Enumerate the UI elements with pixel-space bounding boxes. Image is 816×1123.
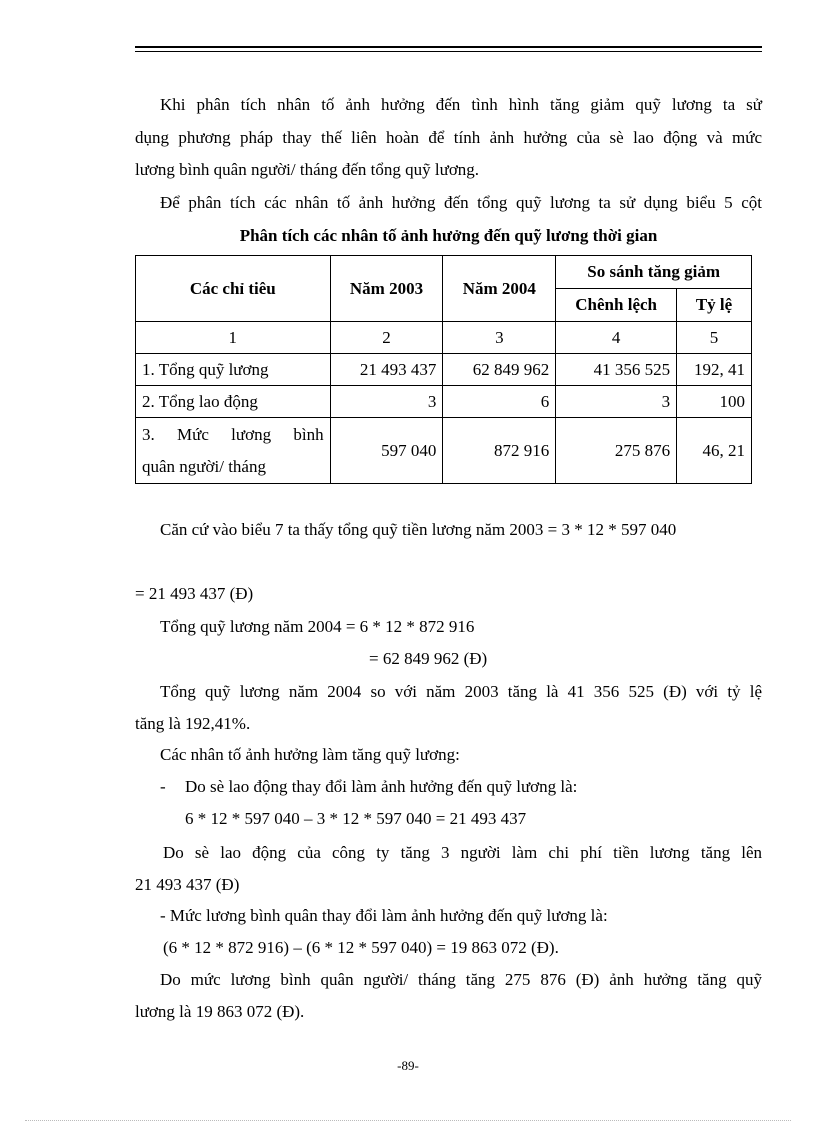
analysis-table (135, 255, 752, 484)
paragraph-line: Do sè lao động thay đổi làm ảnh hưởng đến quỹ lương là: (185, 777, 578, 796)
table-row (136, 354, 752, 386)
row-label-line: quân người/ tháng (142, 456, 266, 476)
table-title: Phân tích các nhân tố ảnh hưởng đến quỹ lương thời gian (239, 226, 658, 245)
header-rule-thick (135, 46, 762, 48)
paragraph-line: Các nhân tố ảnh hưởng làm tăng quỹ lương: (160, 745, 460, 764)
col-number: 1 (136, 322, 331, 354)
paragraph-line: - Mức lương bình quân thay đổi làm ảnh hưởng đến quỹ lương là: (160, 906, 608, 925)
paragraph-line: lương là 19 863 072 (Đ). (135, 1002, 305, 1021)
paragraph-line: Khi phân tích nhân tố ảnh hưởng đến tình hình tăng giảm quỹ lương ta sử (160, 95, 762, 114)
paragraph-line: dụng phương pháp thay thế liên hoàn để tính ảnh hưởng của sè lao động và mức (135, 128, 762, 147)
paragraph-line: Căn cứ vào biểu 7 ta thấy tổng quỹ tiền lương năm 2003 = 3 * 12 * 597 040 (160, 520, 677, 539)
col-number: 5 (677, 322, 752, 354)
header-ratio: Tỷ lệ (677, 289, 752, 322)
cell-ratio: 100 (677, 386, 752, 418)
col-number: 3 (443, 322, 556, 354)
cell-ratio: 192, 41 (677, 354, 752, 386)
cell-diff: 41 356 525 (556, 354, 677, 386)
table-row (136, 418, 752, 484)
col-number: 4 (556, 322, 677, 354)
table-row (136, 386, 752, 418)
col-number: 2 (330, 322, 443, 354)
cell-2004: 872 916 (443, 418, 556, 484)
header-compare: So sánh tăng giảm (556, 256, 752, 289)
header-year-2004: Năm 2004 (443, 256, 556, 322)
paragraph-line: Để phân tích các nhân tố ảnh hưởng đến tổng quỹ lương ta sử dụng biểu 5 cột (160, 193, 762, 212)
paragraph-line: tăng là 192,41%. (135, 714, 251, 733)
header-year-2003: Năm 2003 (330, 256, 443, 322)
paragraph-line: = 21 493 437 (Đ) (135, 584, 254, 603)
paragraph-line: Do mức lương bình quân người/ tháng tăng 275 876 (Đ) ảnh hưởng tăng quỹ (160, 970, 762, 989)
paragraph-line: Tổng quỹ lương năm 2004 = 6 * 12 * 872 916 (160, 617, 475, 636)
paragraph-line: 21 493 437 (Đ) (135, 875, 240, 894)
row-label: 2. Tổng lao động (136, 386, 331, 418)
cell-ratio: 46, 21 (677, 418, 752, 484)
header-criteria: Các chỉ tiêu (136, 256, 331, 322)
paragraph-line: = 62 849 962 (Đ) (369, 649, 488, 668)
cell-2003: 3 (330, 386, 443, 418)
cell-2003: 597 040 (330, 418, 443, 484)
header-diff: Chênh lệch (556, 289, 677, 322)
paragraph-line: Tổng quỹ lương năm 2004 so với năm 2003 tăng là 41 356 525 (Đ) với tỷ lệ (160, 682, 762, 701)
row-label-line: 3. Mức lương bình (142, 424, 324, 444)
cell-2004: 62 849 962 (443, 354, 556, 386)
dash-bullet: - (160, 777, 166, 796)
cell-2004: 6 (443, 386, 556, 418)
paragraph-line: 6 * 12 * 597 040 – 3 * 12 * 597 040 = 21 493 437 (185, 809, 527, 828)
cell-2003: 21 493 437 (330, 354, 443, 386)
cell-diff: 3 (556, 386, 677, 418)
paragraph-line: (6 * 12 * 872 916) – (6 * 12 * 597 040) = 19 863 072 (Đ). (163, 938, 559, 957)
page-number: -89- (397, 1058, 419, 1073)
header-rule-thin (135, 51, 762, 52)
row-label: 1. Tổng quỹ lương (136, 354, 331, 386)
paragraph-line: lương bình quân người/ tháng đến tổng quỹ lương. (135, 160, 480, 179)
row-label (136, 418, 331, 484)
cell-diff: 275 876 (556, 418, 677, 484)
paragraph-line: Do sè lao động của công ty tăng 3 người làm chi phí tiền lương tăng lên (163, 843, 762, 862)
page-bottom-border (25, 1120, 791, 1121)
